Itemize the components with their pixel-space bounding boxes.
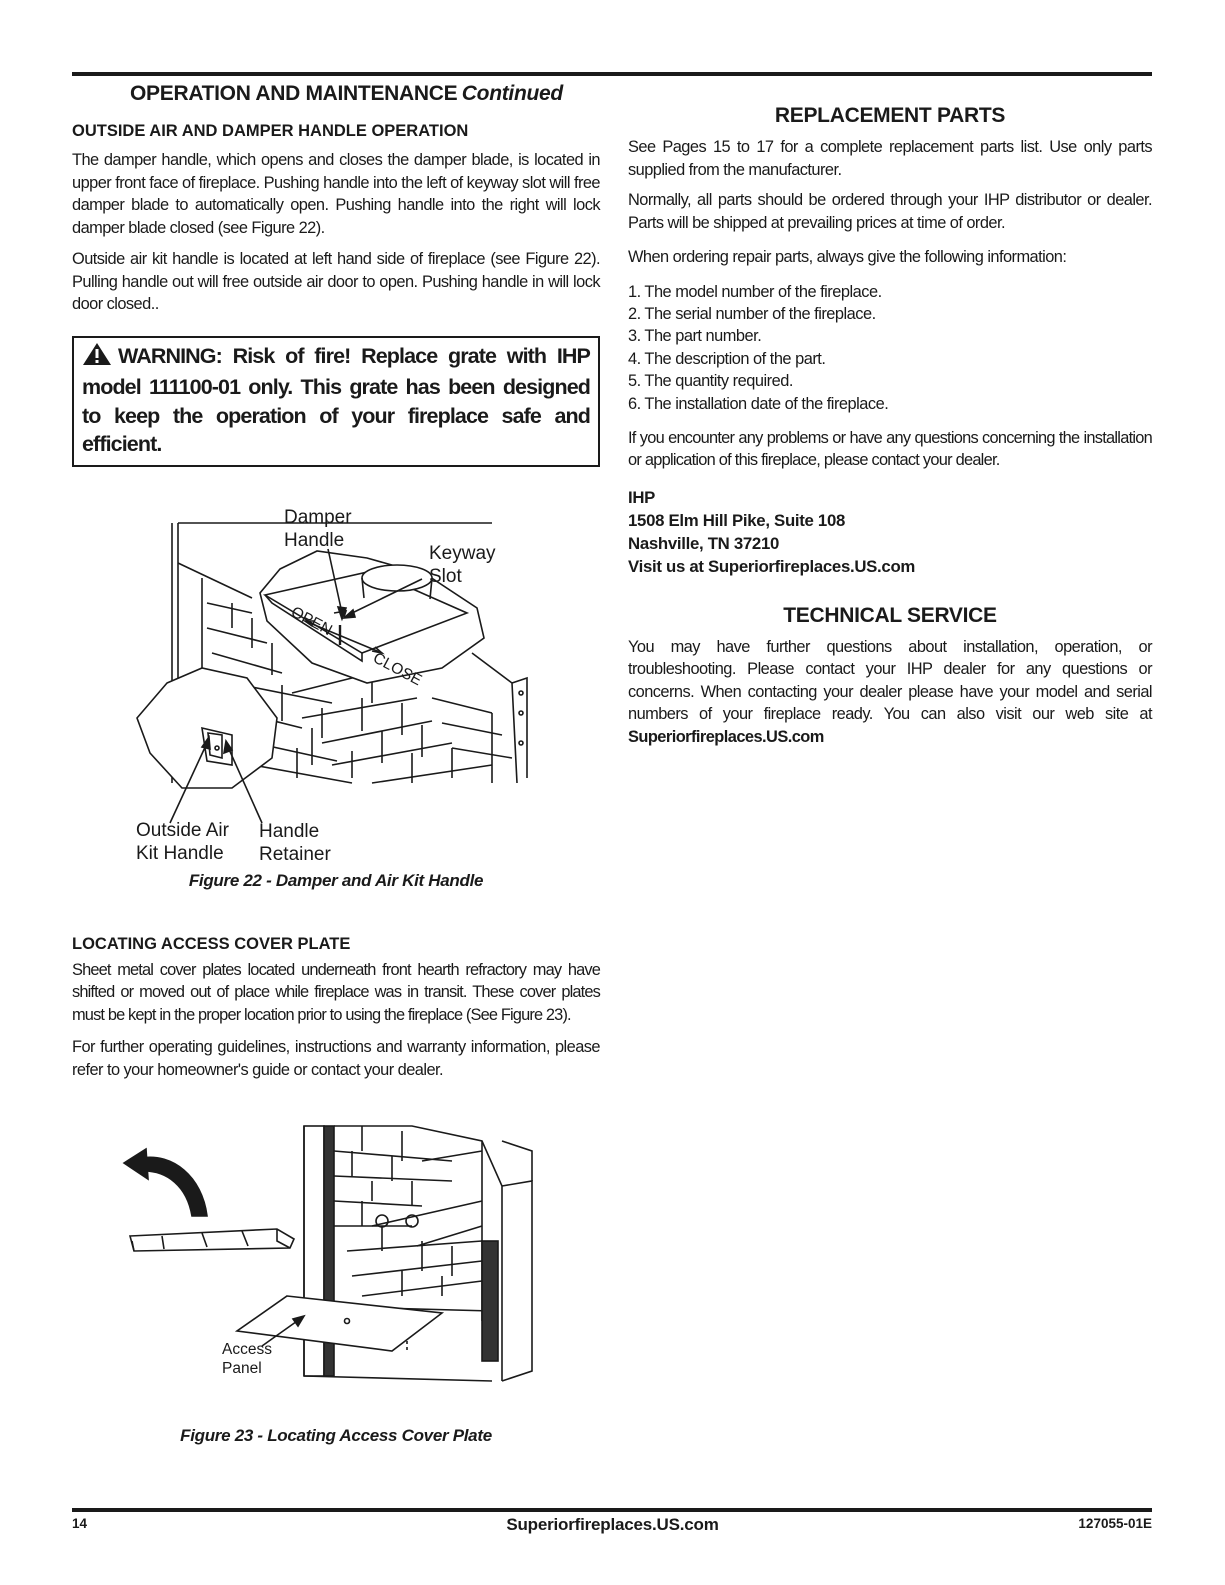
label-outside-air-1: Outside Air: [136, 819, 229, 841]
section-title-main: OPERATION AND MAINTENANCE: [130, 82, 458, 105]
address-website[interactable]: Visit us at Superiorfireplaces.US.com: [628, 556, 916, 576]
access-cover-heading: LOCATING ACCESS COVER PLATE: [72, 934, 351, 953]
section-title-suffix: Continued: [461, 82, 563, 105]
replacement-paragraph-2: Normally, all parts should be ordered through your IHP distributor or dealer. Parts will be shipped at prevailing prices at time of order.: [628, 191, 1152, 232]
label-access-1: Access: [222, 1341, 272, 1358]
label-damper-2: Handle: [284, 529, 345, 551]
label-retainer-1: Handle: [259, 820, 320, 842]
top-rule: [72, 72, 1152, 76]
ordering-info-list: [628, 281, 1152, 415]
list-item: 6. The installation date of the fireplace.: [628, 394, 889, 413]
right-column: [628, 82, 1152, 748]
label-retainer-2: Retainer: [259, 843, 331, 865]
list-item: 3. The part number.: [628, 327, 762, 346]
figure-23: [72, 1121, 600, 1451]
replacement-parts-title: REPLACEMENT PARTS: [774, 104, 1006, 127]
list-item: 4. The description of the part.: [628, 349, 826, 368]
address-company: IHP: [628, 487, 656, 507]
address-city: Nashville, TN 37210: [628, 533, 780, 553]
replacement-paragraph-3: When ordering repair parts, always give the following information:: [628, 248, 1067, 266]
technical-service-title: TECHNICAL SERVICE: [783, 603, 997, 627]
label-keyway-1: Keyway: [429, 542, 496, 564]
warning-box: [72, 336, 600, 467]
outside-air-paragraph-2: Outside air kit handle is located at left hand side of fireplace (see Figure 22). Pulling handle out will free outside air door to open. Pushing handle in will lock door closed..: [72, 250, 600, 313]
technical-service-text: You may have further questions about installation, operation, or troubleshooting. Please contact your IHP dealer for any questions or concerns. When contacting your dealer please have your model and serial numbers of your fireplace ready. You can also visit our web site at: [628, 637, 1152, 724]
outside-air-heading: OUTSIDE AIR AND DAMPER HANDLE OPERATION: [72, 122, 469, 140]
figure-22-illustration: [72, 503, 600, 888]
figure-22-caption: Figure 22 - Damper and Air Kit Handle: [188, 870, 484, 890]
replacement-paragraph-4: If you encounter any problems or have any questions concerning the installation or application of this fireplace, please contact your dealer.: [628, 428, 1152, 470]
label-damper-1: Damper: [284, 506, 352, 528]
address-street: 1508 Elm Hill Pike, Suite 108: [628, 510, 846, 530]
footer-website[interactable]: Superiorfireplaces.US.com: [506, 1515, 719, 1534]
page-number: 14: [72, 1516, 88, 1531]
technical-service-link[interactable]: Superiorfireplaces.US.com: [628, 727, 824, 746]
warning-text: WARNING: Risk of fire! Replace grate with IHP model 111100-01 only. This grate has been designed to keep the operation of your fireplace safe and efficient.: [82, 343, 590, 456]
label-access-2: Panel: [222, 1360, 262, 1377]
contact-address: [628, 486, 1152, 578]
close-mark: CLOSE: [370, 649, 425, 689]
section-title: [72, 82, 600, 112]
technical-service-paragraph: [628, 636, 1152, 749]
label-outside-air-2: Kit Handle: [136, 842, 224, 864]
list-item: 1. The model number of the fireplace.: [628, 282, 882, 301]
open-mark: OPEN: [288, 603, 335, 639]
outside-air-paragraph-1: The damper handle, which opens and closes the damper blade, is located in upper front face of fireplace. Pushing handle into the left of keyway slot will free damper blade to automatically open. Pushing handle into the right will lock damper blade closed (see Figure 22).: [72, 151, 600, 237]
list-item: 5. The quantity required.: [628, 372, 793, 391]
list-item: 2. The serial number of the fireplace.: [628, 304, 876, 323]
figure-22: [72, 503, 600, 893]
bottom-rule: [72, 1508, 1152, 1512]
figure-23-caption: Figure 23 - Locating Access Cover Plate: [180, 1426, 492, 1445]
access-cover-paragraph-1: Sheet metal cover plates located underneath front hearth refractory may have shifted or moved out of place while fireplace was in transit. These cover plates must be kept in the proper location prior to using the fireplace (See Figure 23).: [72, 960, 600, 1024]
replacement-paragraph-1: See Pages 15 to 17 for a complete replacement parts list. Use only parts supplied from the manufacturer.: [628, 138, 1152, 179]
figure-23-illustration: [72, 1121, 600, 1391]
warning-triangle-icon: [82, 342, 112, 374]
left-column: [72, 82, 600, 1451]
document-number: 127055-01E: [1078, 1516, 1152, 1531]
access-cover-paragraph-2: For further operating guidelines, instructions and warranty information, please refer to your homeowner's guide or contact your dealer.: [72, 1038, 600, 1079]
label-keyway-2: Slot: [429, 565, 462, 587]
